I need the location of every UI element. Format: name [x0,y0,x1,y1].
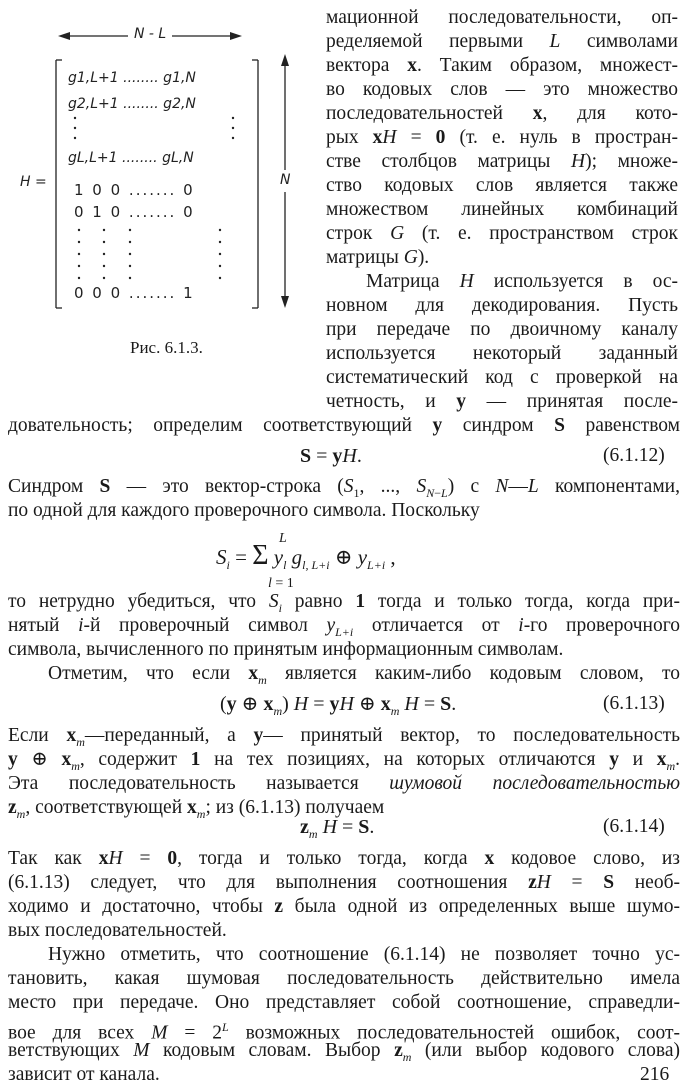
body-line-8: Если $x_m—переданный$, а y— принятый вектор, то последовательность [8,725,680,749]
figure-caption: Рис. 6.1.3. [130,338,203,357]
rc-line-1: мационной последовательности, оп- [326,7,678,28]
figure-right-label: N [280,172,291,188]
rc-line-9: множеством линейных комбинаций [326,199,678,220]
body-line-14: ходимо и достаточно, чтобы z была одной из определенных выше шумо- [8,896,680,917]
rc-line-13: новном для декодирования. Пусть [326,295,678,316]
rc-line-12: Матрица H используется в ос- [366,271,678,292]
body-line-20: ветствующих M кодовым словам. Выбор $z_m$ (или выбор кодового слова) [8,1040,680,1064]
matrix-row-3: gL,L+1 ........ gL,N [68,150,194,166]
body-line-13: (6.1.13) следует, что для выполнения соотношения zH = S необ- [8,872,681,893]
rc-line-2: ределяемой первыми L символами [326,31,678,52]
equation-6-1-12: S = yH. [300,445,362,467]
body-line-9: y ⊕ $x_m$, содержит 1 на тех позициях, на которых отличаются y и $x_m$. [8,749,681,773]
body-line-11: $z_m$, соответствующей $x_m$; из (6.1.13) получаем [8,797,385,821]
rc-line-14: при передаче по двоичному каналу [326,319,678,340]
syndrome-formula: $S_i = \Sigma$ $y_l$ $g_{l, L+i}$ ⊕ $y_{L+i}$ , [216,540,396,573]
body-line-21: зависит от канала. [8,1064,160,1085]
figure-top-label: N - L [134,26,167,42]
matrix-row-2: g2,L+1 ........ g2,N [68,96,196,112]
sum-upper-limit: L [279,531,287,546]
body-line-16: Нужно отметить, что соотношение (6.1.14) не позволяет точно ус- [48,944,680,965]
rc-line-17: четность, и y — принятая после- [326,391,678,412]
page-number: 216 [640,1064,670,1085]
matrix-row-1: g1,L+1 ........ g1,N [68,70,196,86]
rc-line-11: матрицы G). [326,247,430,268]
rc-line-8: ство кодовых слов является также [326,175,678,196]
rc-line-5: последовательностей x, для кото- [326,103,678,124]
body-line-19: вое для всех $M = 2^L$ возможных последовательностей ошибок, соот- [8,1020,681,1044]
rc-line-6: рых xH = 0 (т. е. нуль в простран- [326,127,678,148]
body-line-18: место при передаче. Оно представляет собой соотношение, справедли- [8,992,680,1013]
body-line-15: вых последовательностей. [8,920,227,941]
body-line-10: Эта последовательность называется шумовой последовательностью [8,773,680,794]
matrix-row-5: 0 1 0 ....... 0 [74,203,195,221]
body-line-5: нятый i-й проверочный символ $y_{L+i}$ отличается от i-го проверочного [8,615,680,639]
figure-left-label: H = [20,174,47,190]
body-line-3: по одной для каждого проверочного символа. Поскольку [8,500,480,521]
matrix-row-4: 1 0 0 ....... 0 [74,181,195,199]
rc-line-15: используется некоторый заданный [326,343,678,364]
rc-line-10: строк G (т. е. пространством строк [326,223,678,244]
body-line-17: тановить, какая шумовая последовательность действительно имела [8,968,680,989]
body-line-12: Так как xH = 0, тогда и только тогда, когда x кодовое слово, из [8,848,680,869]
equation-number-6-1-12: (6.1.12) [603,445,665,466]
equation-6-1-13: (y ⊕ $x_m$) H = yH ⊕ $x_m$ H = S. [220,693,457,718]
rc-line-4: во кодовых слов — это множество [326,79,678,100]
body-line-7: Отметим, что если $x_m$ является каким-либо кодовым словом, то [48,663,680,687]
body-line-6: символа, вычисленного по принятым информационным символам. [8,639,564,660]
rc-line-7: стве столбцов матрицы H); множе- [326,151,678,172]
rc-line-16: систематический код с проверкой на [326,367,678,388]
body-line-1: довательность; определим соответствующий y синдром S равенством [8,415,680,436]
body-line-2: Синдром S — это вектор-строка ($S_1$, ..., $S_{N-L}$) с N—L компонентами, [8,476,680,500]
matrix-row-6: 0 0 0 ....... 1 [74,284,195,302]
sum-lower-limit: l = 1 [268,576,294,591]
equation-6-1-14: $z_m$ H = S. [300,816,375,841]
equation-number-6-1-13: (6.1.13) [603,693,665,714]
rc-line-3: вектора x. Таким образом, множест- [326,55,678,76]
body-line-4: то нетрудно убедиться, что $S_i$ равно 1 тогда и только тогда, когда при- [8,591,680,615]
equation-number-6-1-14: (6.1.14) [603,816,665,837]
